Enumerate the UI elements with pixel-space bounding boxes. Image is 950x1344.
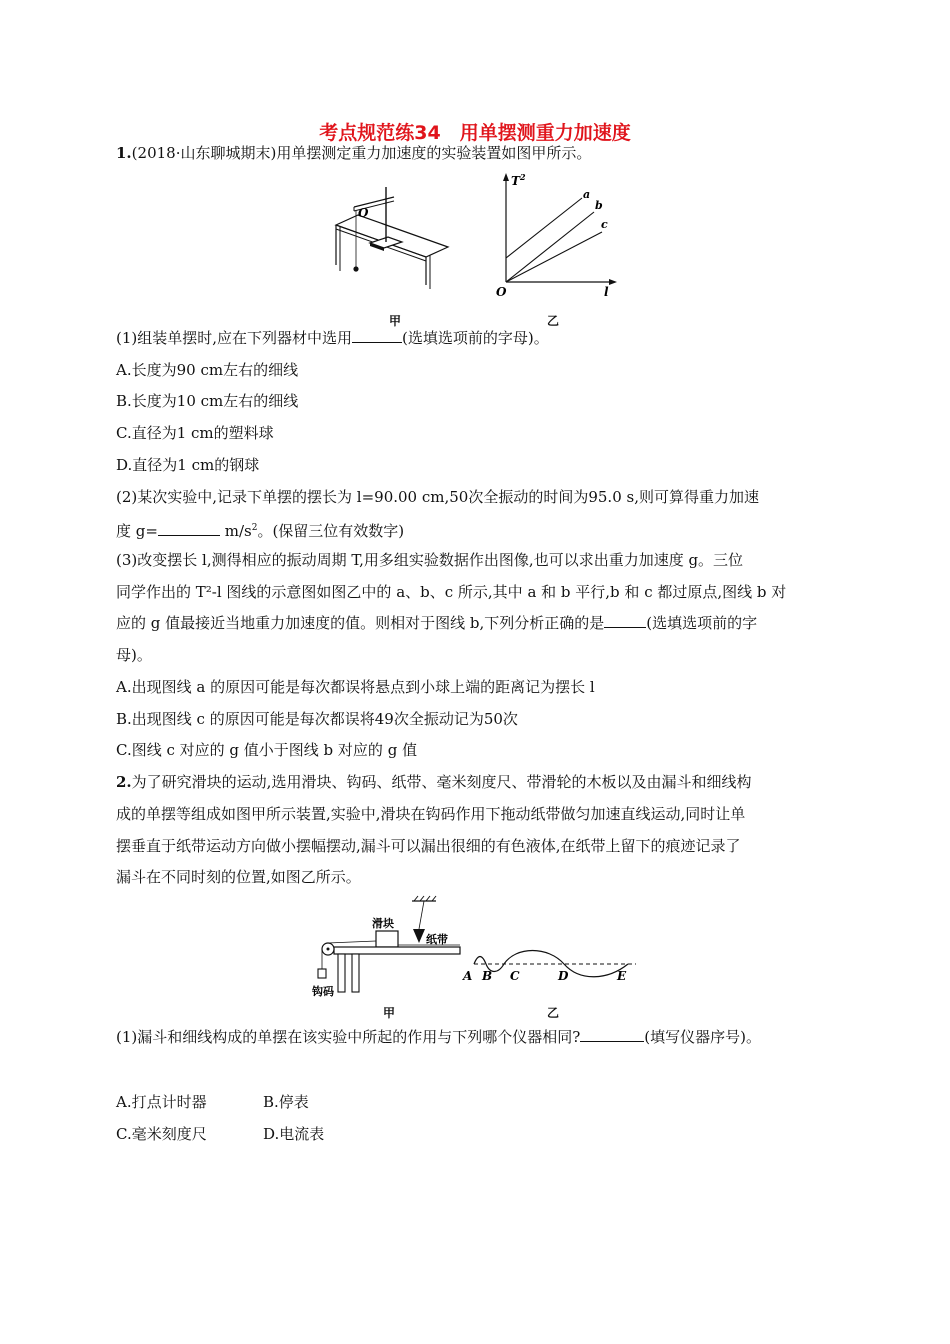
q2-fig-slider-label: 滑块 <box>372 917 394 930</box>
q1-part1-text: (1)组装单摆时,应在下列器材中选用 <box>116 329 353 347</box>
q1-graph-label-c: c <box>601 218 608 231</box>
q2-trace-point-a: A <box>463 969 473 983</box>
q1-figure-jia-caption: 甲 <box>389 314 402 328</box>
q1-part2-unit: m/s <box>219 522 252 540</box>
page-title: 考点规范练34 用单摆测重力加速度 <box>319 122 631 144</box>
q1-figure-yi-caption: 乙 <box>547 314 560 328</box>
q1-stem <box>116 143 591 163</box>
q1-graph-y-label: $T^2$ <box>511 172 526 188</box>
q1-part1-answer-blank[interactable] <box>352 328 402 343</box>
q2-figure-jia-caption: 甲 <box>383 1006 396 1020</box>
q1-part2-note: 。(保留三位有效数字) <box>257 522 405 540</box>
q2-line1-text: 为了研究滑块的运动,选用滑块、钩码、纸带、毫米刻度尺、带滑轮的木板以及由漏斗和细线构 <box>131 773 752 791</box>
q2-figure-yi <box>460 940 640 988</box>
q2-trace-point-b: B <box>482 969 493 983</box>
q2-figure-jia <box>312 895 462 1007</box>
q1-part1-option-d: D.直径为1 cm的钢球 <box>116 456 260 474</box>
q2-line3: 摆垂直于纸带运动方向做小摆幅摆动,漏斗可以漏出很细的有色液体,在纸带上留下的痕迹记录了 <box>116 837 741 855</box>
q1-figure-jia-label-o: O <box>358 206 369 220</box>
q1-figure-jia <box>330 185 450 295</box>
q2-figure-yi-caption: 乙 <box>547 1006 560 1020</box>
q2-part1-tail: (填写仪器序号)。 <box>644 1028 762 1046</box>
q2-part1-answer-blank[interactable] <box>580 1027 644 1042</box>
q1-part1-option-c: C.直径为1 cm的塑料球 <box>116 424 274 442</box>
q1-part3-option-b: B.出现图线 c 的原因可能是每次都误将49次全振动记为50次 <box>116 710 518 728</box>
q1-part1 <box>116 328 549 348</box>
q2-option-c: C.毫米刻度尺 <box>116 1125 207 1143</box>
q1-number: 1. <box>116 144 132 162</box>
q1-part3-answer-blank[interactable] <box>604 613 646 628</box>
q2-line1 <box>116 772 751 792</box>
q1-part3-line3-text: 应的 g 值最接近当地重力加速度的值。则相对于图线 b,下列分析正确的是 <box>116 614 605 632</box>
q2-part1-text: (1)漏斗和细线构成的单摆在该实验中所起的作用与下列哪个仪器相同? <box>116 1028 581 1046</box>
q2-trace-point-e: E <box>617 969 627 983</box>
q1-part2-unit-sup: 2 <box>251 523 258 533</box>
q1-graph-x-label: l <box>604 285 609 299</box>
q1-stem-text: (2018·山东聊城期末)用单摆测定重力加速度的实验装置如图甲所示。 <box>131 144 592 162</box>
q1-figure-yi <box>490 168 630 300</box>
q1-part3-line2: 同学作出的 T²-l 图线的示意图如图乙中的 a、b、c 所示,其中 a 和 b 平行,b 和 c 都过原点,图线 b 对 <box>116 583 787 601</box>
q1-graph-line-a <box>506 198 582 258</box>
q1-part1-option-a: A.长度为90 cm左右的细线 <box>116 361 299 379</box>
q1-part2-g-label: 度 g= <box>116 522 158 540</box>
q1-part3-line3-tail: (选填选项前的字 <box>646 614 758 632</box>
q2-part1 <box>116 1027 761 1047</box>
q1-part2-line1: (2)某次实验中,记录下单摆的摆长为 l=90.00 cm,50次全振动的时间为95.0 s,则可算得重力加速 <box>116 488 759 506</box>
q1-part3-option-c: C.图线 c 对应的 g 值小于图线 b 对应的 g 值 <box>116 741 418 759</box>
q1-graph-line-c <box>506 232 602 282</box>
q1-part2-answer-blank[interactable] <box>158 521 220 536</box>
q2-line2: 成的单摆等组成如图甲所示装置,实验中,滑块在钩码作用下拖动纸带做匀加速直线运动,同时让单 <box>116 805 746 823</box>
q1-graph-label-b: b <box>595 199 603 212</box>
q2-option-a: A.打点计时器 <box>116 1093 207 1111</box>
q1-part3-option-a: A.出现图线 a 的原因可能是每次都误将悬点到小球上端的距离记为摆长 l <box>116 678 595 696</box>
q1-graph-origin: O <box>496 285 507 299</box>
q2-line4: 漏斗在不同时刻的位置,如图乙所示。 <box>116 868 361 886</box>
q1-part3-line4: 母)。 <box>116 646 152 664</box>
q1-part1-tail: (选填选项前的字母)。 <box>402 329 549 347</box>
q2-number: 2. <box>116 773 132 791</box>
q1-part3-line1: (3)改变摆长 l,测得相应的振动周期 T,用多组实验数据作出图像,也可以求出重力加速度 g。三位 <box>116 551 744 569</box>
q2-fig-tape-label: 纸带 <box>426 933 448 946</box>
q2-trace-point-d: D <box>558 969 569 983</box>
q2-option-d: D.电流表 <box>263 1125 325 1143</box>
q1-graph-label-a: a <box>583 188 591 201</box>
q1-part3-line3 <box>116 613 757 633</box>
q2-fig-weight-label: 钩码 <box>312 985 334 998</box>
q1-part2-line2 <box>116 518 404 541</box>
q1-part1-option-b: B.长度为10 cm左右的细线 <box>116 392 299 410</box>
q2-trace-point-c: C <box>510 969 520 983</box>
q2-option-b: B.停表 <box>263 1093 309 1111</box>
